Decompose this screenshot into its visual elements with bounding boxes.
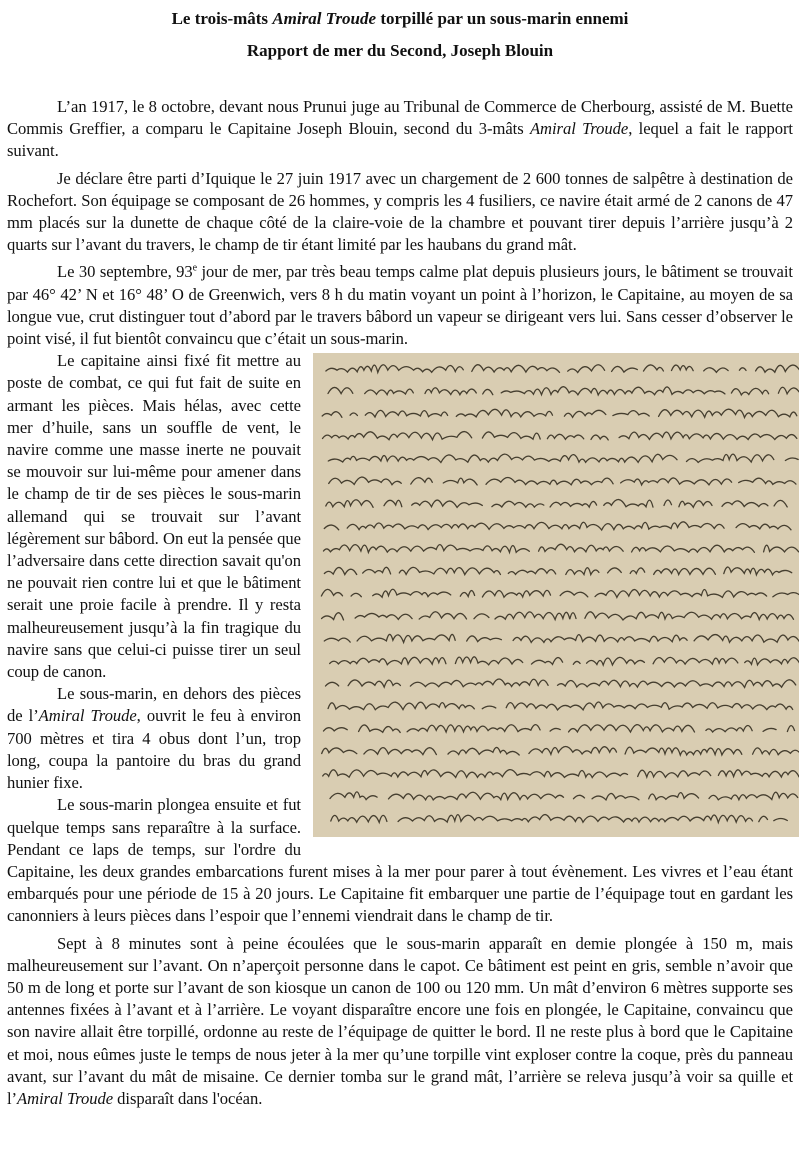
handwriting-line xyxy=(329,477,796,485)
paragraph-4: Le capitaine ainsi fixé fit mettre au poste de combat, ce qui fut fait de suite en armant les pièces. Mais hélas, avec cette mer d’huile, sans un souffle de vent, le navire comme une masse inerte ne pouvait se mouvoir sur lui-même pour amener dans le champ de tir de ses pièces le sous-marin allemand qui se trouvait sur l’avant légèrement sur bâbord. On eut la pensée que l’adversaire dans cette direction savait qu'on ne pouvait rien contre lui et que le bâtiment serait une proie facile à prendre. Il y resta malheureusement jusqu’à la fin tragique du navire sans que celui-ci puisse tirer un seul coup de canon. xyxy=(7,351,301,682)
handwriting-line xyxy=(324,635,799,643)
manuscript-handwriting-drawing xyxy=(313,353,799,837)
paragraph-2: Je déclare être parti d’Iquique le 27 juin 1917 avec un chargement de 2 600 tonnes de salpêtre à destination de Rochefort. Son équipage se composant de 26 hommes, y compris les 4 fusiliers, ce navire était armé de 2 canons de 47 mm placés sur la dunette de chaque côté de la claire-voie de la chambre et pouvant tirer depuis l’arrière jusqu’à 2 quarts sur l’avant du travers, le champ de tir étant limité par les haubans du grand mât. xyxy=(7,168,793,255)
handwriting-line xyxy=(324,567,791,575)
paragraph-5: Le sous-marin, en dehors des pièces de l’Amiral Troude, ouvrit le feu à environ 700 mètres et tira 4 obus dont l’un, trop long, coupa la pantoire du bras du grand hunier fixe. xyxy=(7,684,301,793)
handwriting-line xyxy=(324,725,795,733)
paragraph-6: Le sous-marin plongea ensuite et fut quelque temps sans reparaître à la surface. Pendant ce laps de temps, sur l'ordre du Capitaine, les deux grandes embarcations furent mises à la mer pour parer à tout évènement. Les vivres et l’eau étant embarqués pour une période de 15 à 20 jours. Le Capitaine fit embarquer une partie de l’équipage tout en gardant les canonniers à leurs pièces dans l’espoir que l’ennemi viendrait dans le champ de tir. xyxy=(7,795,793,926)
report-body xyxy=(7,96,793,1115)
handwriting-line xyxy=(330,792,799,800)
handwriting-line xyxy=(322,747,799,756)
handwriting-line xyxy=(331,815,799,823)
handwriting-line xyxy=(324,522,797,530)
paragraph-3: Le 30 septembre, 93e jour de mer, par très beau temps calme plat depuis plusieurs jours, le bâtiment se trouvait par 46° 42’ N et 16° 48’ O de Greenwich, vers 8 h du matin voyant un point à l’horizon, le Capitaine, au moyen de sa longue vue, crut distinguer tout d’abord par le travers bâbord un vapeur se dirigeant vers lui. Sans cesser d’observer le point visé, il fut bientôt convaincu que c’était un sous-marin. xyxy=(7,262,793,349)
handwriting-line xyxy=(326,500,794,508)
handwriting-line xyxy=(323,432,797,440)
handwriting-line xyxy=(328,454,798,462)
handwriting-line xyxy=(324,544,799,552)
handwriting-line xyxy=(328,702,793,710)
paragraph-1: L’an 1917, le 8 octobre, devant nous Prunui juge au Tribunal de Commerce de Cherbourg, assisté de M. Buette Commis Greffier, a comparu le Capitaine Joseph Blouin, second du 3-mâts Amiral Troude, lequel a fait le rapport suivant. xyxy=(7,97,793,161)
document-title: Le trois-mâts Amiral Troude torpillé par un sous-marin ennemi xyxy=(171,9,629,28)
handwriting-line xyxy=(322,612,794,620)
handwriting-line xyxy=(322,409,797,417)
handwriting-line xyxy=(326,679,796,687)
handwriting-line xyxy=(321,590,799,598)
handwriting-line xyxy=(326,365,799,373)
document-subtitle: Rapport de mer du Second, Joseph Blouin xyxy=(246,41,554,60)
handwriting-line xyxy=(330,657,799,665)
handwriting-line xyxy=(328,387,799,395)
handwriting-line xyxy=(323,770,799,778)
paragraph-7: Sept à 8 minutes sont à peine écoulées que le sous-marin apparaît en demie plongée à 150 m, mais malheureusement sur l’avant. On n’aperçoit personne dans le capot. Ce bâtiment est peint en gris, semble n’avoir que 50 m de long et porte sur l’avant de son kiosque un canon de 100 ou 120 mm. Un mât d’environ 6 mètres supporte ses antennes fixées à l’avant et à l’arrière. Le voyant disparaître encore une fois en plongée, le Capitaine, convaincu que son navire allait être torpillé, ordonne au reste de l’équipage de quitter le bord. Il ne reste plus à bord que le Capitaine et moi, nous eûmes juste le temps de nous jeter à la mer qu’une torpille vint exploser contre la coque, près du panneau avant, sur l’avant du mât de misaine. Ce dernier tomba sur le grand mât, l’arrière se releva jusqu’à voir sa quille et l’Amiral Troude disparaît dans l'océan. xyxy=(7,933,793,1108)
handwritten-manuscript-image xyxy=(313,353,799,837)
